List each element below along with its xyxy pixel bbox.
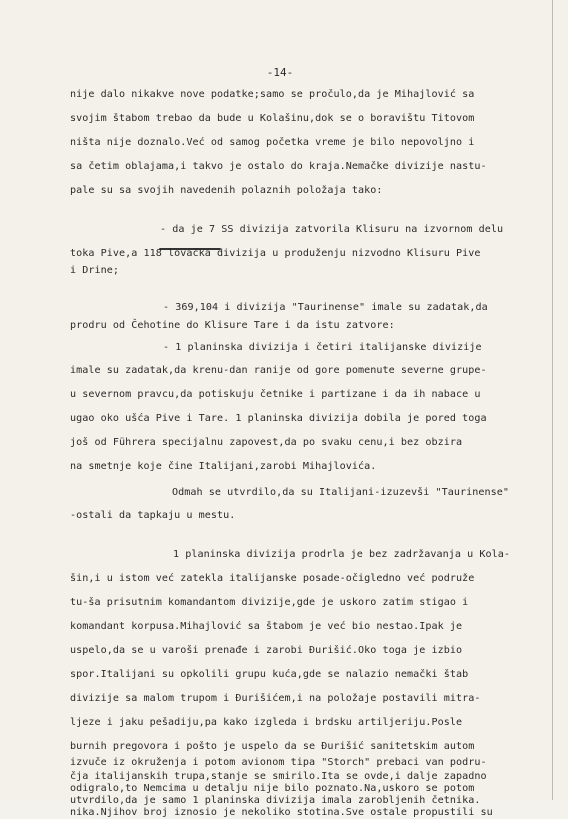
text-line: komandant korpusa.Mihajlović sa štabom je već bio nestao.Ipak je [70, 621, 463, 632]
text-line: svojim štabom trebao da bude u Kolašinu,dok se o boravištu Titovom [70, 113, 475, 124]
text-line: prodru od Čehotine do Klisure Tare i da istu zatvore: [70, 320, 395, 331]
page-number: -14- [266, 66, 294, 79]
text-line: i Drine; [70, 265, 120, 276]
text-line: ljeze i jaku pešadiju,pa kako izgleda i brdsku artiljeriju.Posle [70, 717, 463, 728]
text-line: ugao oko ušća Pive i Tare. 1 planinska divizija dobila je pored toga [70, 413, 487, 424]
text-line: na smetnje koje čine Italijani,zarobi Mihajlovića. [70, 461, 377, 472]
text-line: u severnom pravcu,da potiskuju četnike i partizane i da ih nabace u [70, 389, 481, 400]
text-line: Odmah se utvrdilo,da su Italijani-izuzevši "Taurinense" [172, 487, 509, 498]
text-line: ništa nije doznalo.Već od samog početka vreme je bilo nepovoljno i [70, 137, 475, 148]
text-line: divizije sa malom trupom i Đurišićem,i na položaje postavili mitra- [70, 693, 481, 704]
text-line: spor.Italijani su opkolili grupu kuća,gde se nalazio nemački štab [70, 669, 469, 680]
text-line: izvuče iz okruženja i potom avionom tipa "Storch" prebaci van podru- [70, 757, 487, 768]
text-line: sa četim oblajama,i takvo je ostalo do kraja.Nemačke divizije nastu- [70, 161, 487, 172]
page-edge [552, 0, 553, 800]
text-line: čja italijanskih trupa,stanje se smirilo.Ita se ovde,i dalje zapadno [70, 771, 487, 782]
text-line: utvrdilo,da je samo 1 planinska divizija imala zarobljenih četnika. [70, 795, 481, 806]
text-line: uspelo,da se u varoši prenađe i zarobi Đurišić.Oko toga je izbio [70, 645, 463, 656]
text-line: tu-ša prisutnim komandantom divizije,gde je uskoro zatim stigao i [70, 597, 469, 608]
text-line: još od Führera specijalnu zapovest,da po svaku cenu,i bez obzira [70, 437, 463, 448]
text-line: - 1 planinska divizija i četiri italijanske divizije [163, 342, 482, 353]
text-line: imale su zadatak,da krenu-dan ranije od gore pomenute severne grupe- [70, 365, 487, 376]
text-line: odigralo,to Nemcima u detalju nije bilo poznato.Na,uskoro se potom [70, 783, 475, 794]
text-line: - 369,104 i divizija "Taurinense" imale su zadatak,da [163, 302, 488, 313]
text-line: burnih pregovora i pošto je uspelo da se Đurišić sanitetskim autom [70, 741, 475, 752]
text-line: pale su sa svojih navedenih polaznih položaja tako: [70, 185, 383, 196]
text-line: nika.Njihov broj iznosio je nekoliko stotina.Sve ostale propustili su [70, 807, 493, 818]
text-line: toka Pive,a 118 lovačka divizija u produženju nizvodno Klisuru Pive [70, 248, 481, 259]
text-line: nije dalo nikakve nove podatke;samo se pročulo,da je Mihajlović sa [70, 89, 475, 100]
text-line: -ostali da tapkaju u mestu. [70, 510, 236, 521]
text-line: - da je 7 SS divizija zatvorila Klisuru na izvornom delu [160, 224, 504, 235]
text-line: šin,i u istom već zatekla italijanske posade-očigledno već podruže [70, 573, 475, 584]
text-line: 1 planinska divizija prodrla je bez zadržavanja u Kola- [173, 549, 510, 560]
